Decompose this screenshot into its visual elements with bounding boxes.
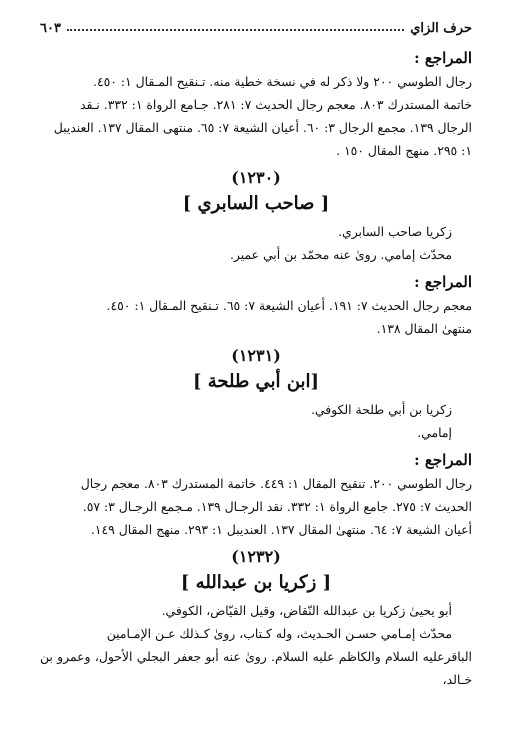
sources-line: الحديث ٧: ٢٧٥. جامع الرواة ١: ٣٣٢. نقد الرجـال ١٣٩. مـجمع الرجـال ٣: ٥٧. (82, 499, 472, 514)
sources-line: خاتمة المستدرك ٨٠٣. معجم رجال الحديث ٧: ٢٨١. جـامع الرواة ١: ٣٣٢. نـقد (80, 97, 472, 112)
sources-line: معجم رجال الحديث ٧: ١٩١. أعيان الشيعة ٧: ٦٥. تـنقيح المـقال ١: ٤٥٠. (106, 298, 472, 313)
bio-line: زكريا بن أبي طلحة الكوفي. (310, 402, 452, 417)
bio-line: أبو يحيىٰ زكريا بن عبدالله النّقاض، وقيل القيّاض، الكوفي. (161, 603, 452, 618)
bio-line: محدّث إمـامي حسـن الحـديث، وله كـتاب، روىٰ كـذلك عـن الإمـامين (106, 626, 452, 641)
sources-heading: المراجع : (414, 451, 472, 469)
bio-line: زكريا صاحب السابري. (338, 224, 452, 239)
sources-line: أعيان الشيعة ٧: ٦٤. منتهىٰ المقال ١٣٧. العنديبل ١: ٢٩٣. منهج المقال ١٤٩. (90, 522, 472, 537)
bio-line: إمامي. (417, 425, 452, 440)
bio-line: الباقرعليه السلام والكاظم عليه السلام. روىٰ عنه أبو جعفر البجلي الأحول، وعمرو بن خـالد، (40, 649, 472, 687)
sources-line: رجال الطوسي ٢٠٠ ولا ذكر له في نسخة خطية منه. تـنقيح المـقال ١: ٤٥٠. (92, 74, 472, 89)
entry-title: [ابن أبي طلحة ] (192, 371, 320, 392)
entry-number: (١٢٣٢) (231, 547, 281, 566)
entry-title: [ زكريا بن عبدالله ] (180, 572, 332, 593)
sources-line: رجال الطوسي ٢٠٠. تنقيح المقال ١: ٤٤٩. خاتمة المستدرك ٨٠٣. معجم رجال (80, 476, 472, 491)
entry-number: (١٢٣١) (231, 346, 281, 365)
sources-heading: المراجع : (414, 49, 472, 67)
bio-line: محدّث إمامي. روىٰ عنه محمّد بن أبي عمير. (229, 247, 452, 262)
leader-dots (67, 29, 404, 31)
entry-title: [ صاحب السابري ] (182, 193, 330, 214)
running-head (40, 18, 472, 38)
entry-number: (١٢٣٠) (231, 168, 281, 187)
page-body (40, 46, 472, 691)
sources-line: منتهىٰ المقال ١٣٨. (376, 321, 472, 336)
chapter-title: حرف الزاي (410, 20, 472, 36)
sources-line: ١: ٢٩٥. منهج المقال ١٥٠ . (336, 143, 472, 158)
page-number: ٦٠٣ (40, 20, 61, 36)
sources-line: الرجال ١٣٩. مجمع الرجال ٣: ٦٠. أعيان الشيعة ٧: ٦٥. منتهى المقال ١٣٧. العنديبل (53, 120, 472, 135)
sources-heading: المراجع : (414, 273, 472, 291)
